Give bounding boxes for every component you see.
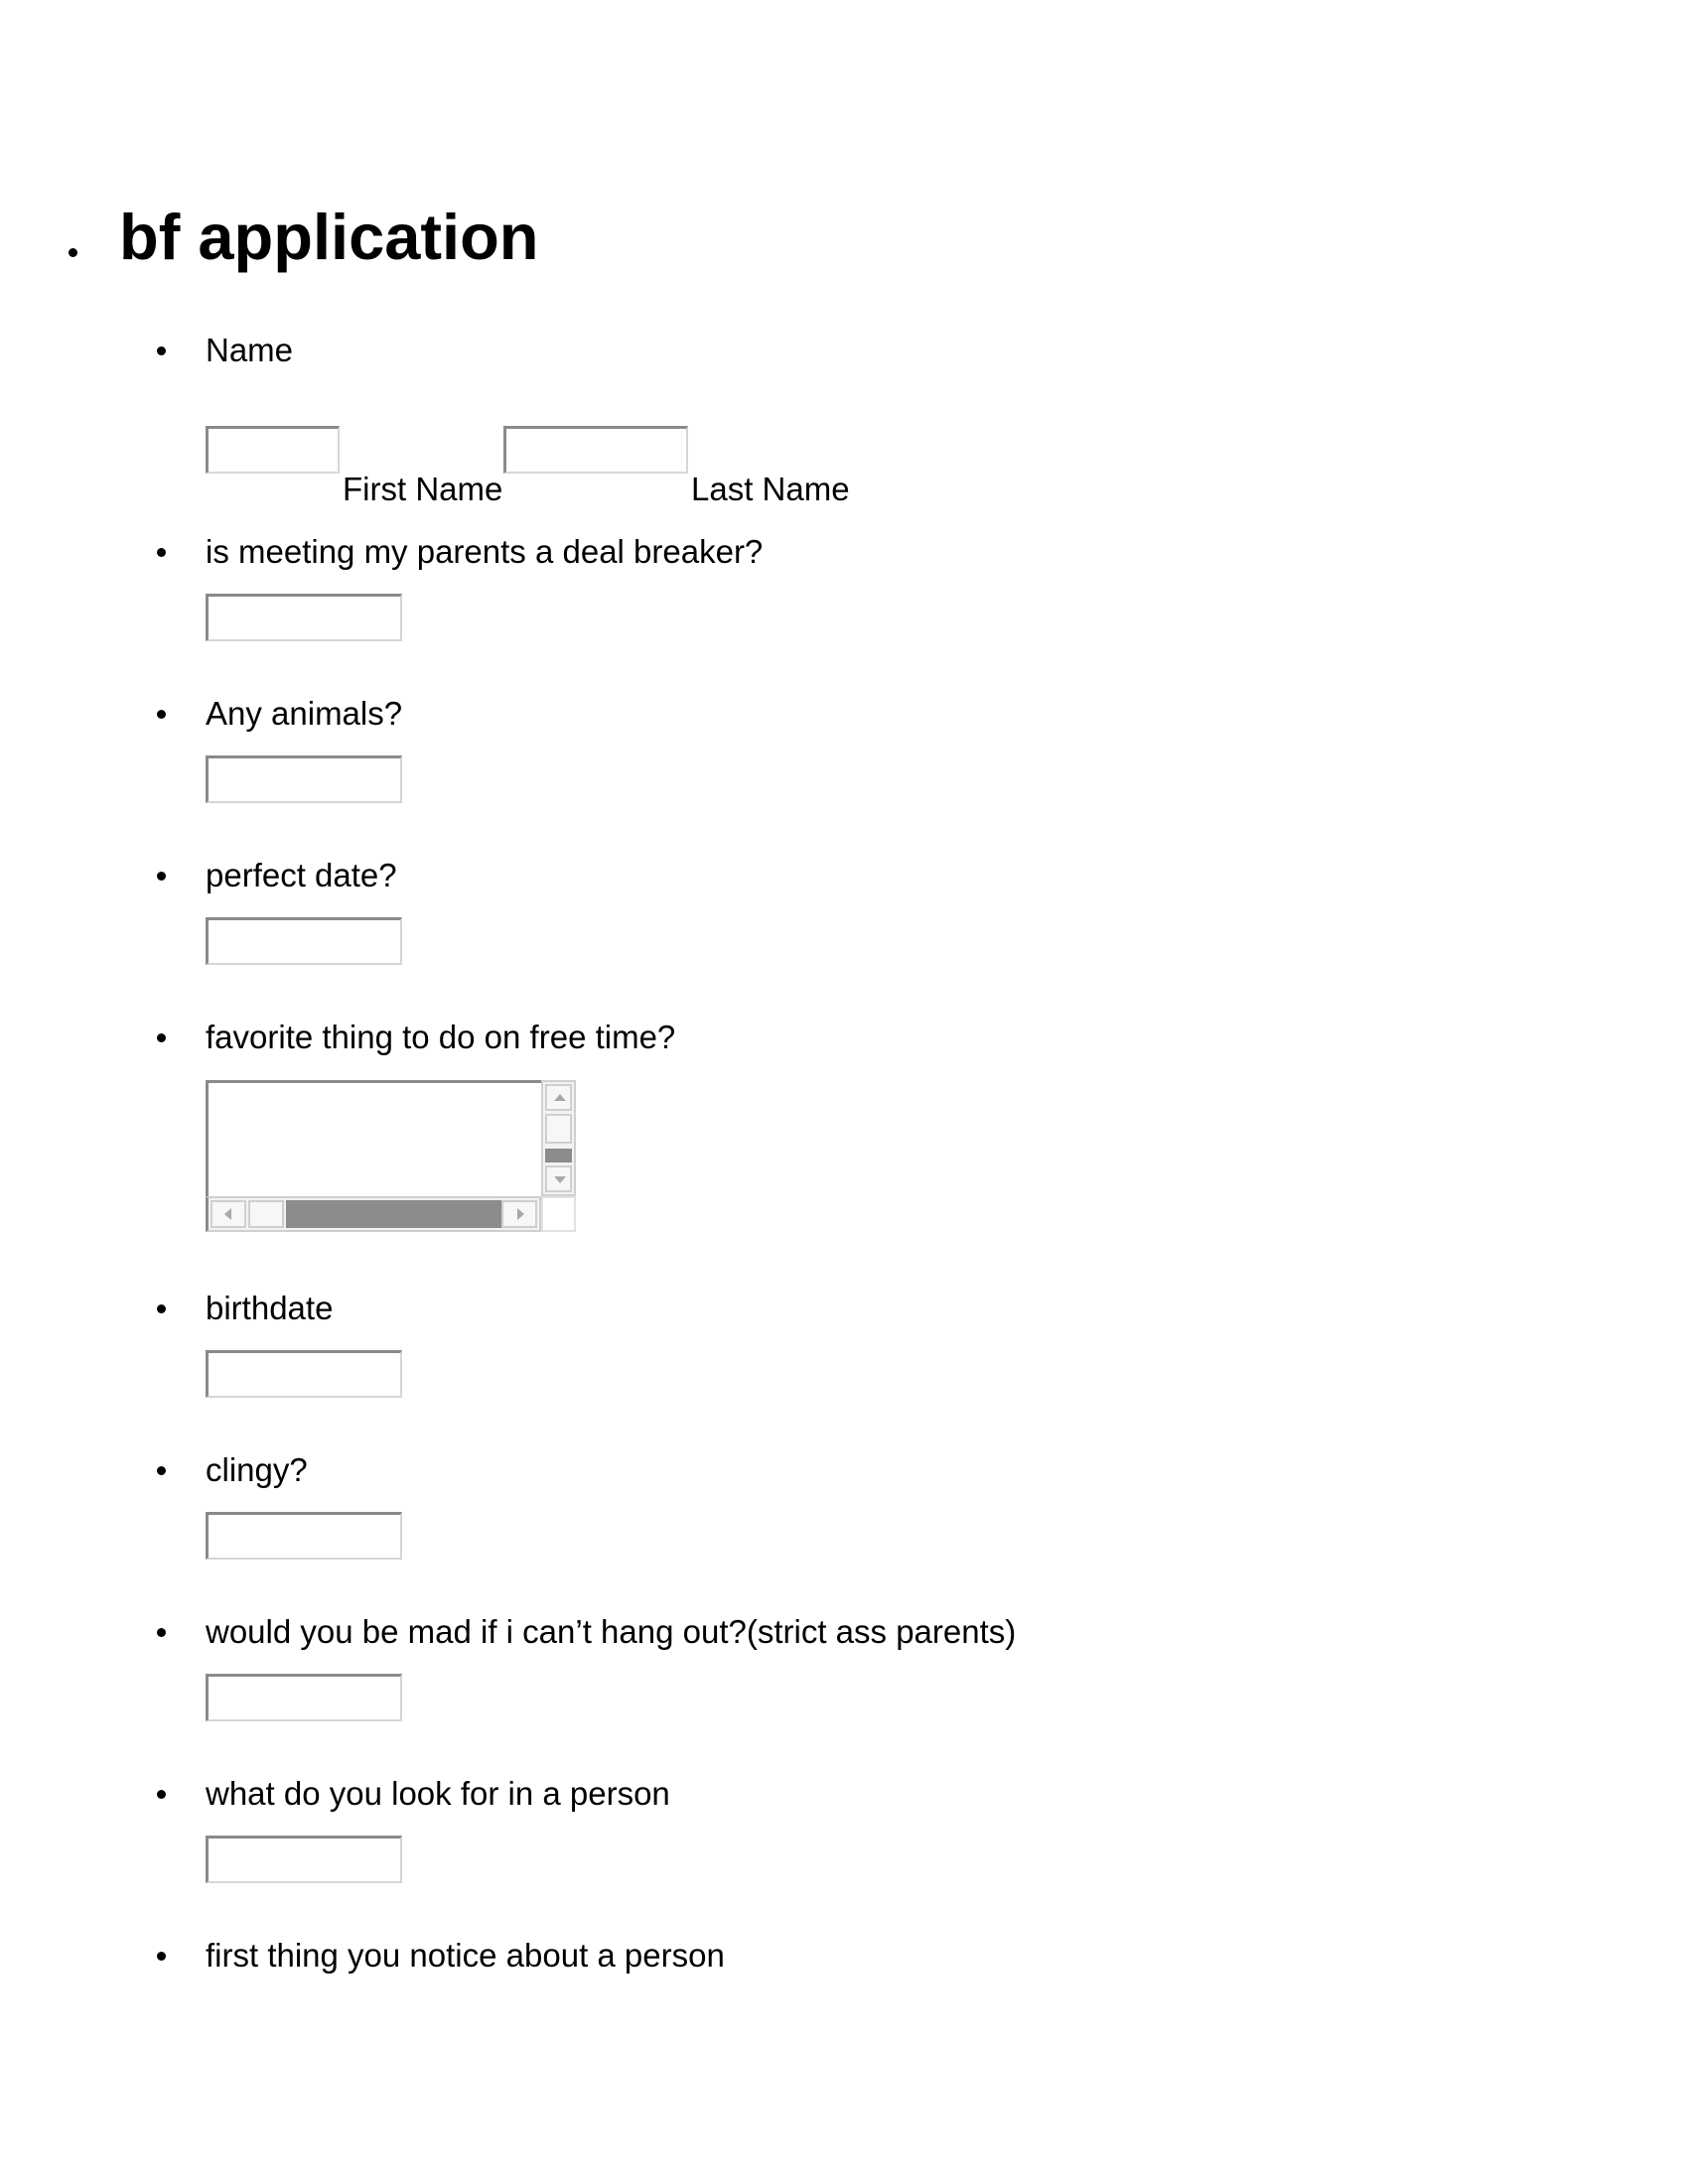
vertical-scroll-thumb[interactable]	[545, 1149, 572, 1162]
list-bullet	[157, 1628, 166, 1637]
question-label: first thing you notice about a person	[206, 1937, 725, 1974]
last-name-sublabel: Last Name	[691, 471, 850, 507]
list-bullet	[157, 1790, 166, 1799]
question-label: Any animals?	[206, 695, 403, 732]
scroll-left-arrow-icon[interactable]	[211, 1200, 246, 1228]
free-time-textarea-box	[206, 1080, 541, 1196]
perfect-date-input[interactable]	[206, 917, 402, 965]
question-label: favorite thing to do on free time?	[206, 1019, 676, 1055]
scrollbar-corner	[541, 1196, 576, 1232]
list-bullet	[157, 548, 166, 557]
list-bullet	[157, 1304, 166, 1313]
form-title: bf application	[119, 201, 539, 273]
list-bullet	[157, 872, 166, 881]
animals-input[interactable]	[206, 755, 402, 803]
question-label: birthdate	[206, 1290, 334, 1326]
list-bullet	[157, 710, 166, 719]
scroll-right-arrow-icon[interactable]	[501, 1200, 537, 1228]
free-time-textarea-container	[206, 1080, 578, 1235]
scroll-up-arrow-icon[interactable]	[545, 1084, 572, 1111]
list-bullet	[157, 1466, 166, 1475]
list-bullet	[157, 346, 166, 355]
horizontal-scroll-track[interactable]	[248, 1200, 284, 1228]
question-label: perfect date?	[206, 857, 397, 893]
birthdate-input[interactable]	[206, 1350, 402, 1398]
last-name-input[interactable]	[503, 426, 688, 474]
first-name-sublabel: First Name	[343, 471, 503, 507]
first-name-input[interactable]	[206, 426, 340, 474]
list-bullet	[157, 1033, 166, 1042]
vertical-scrollbar[interactable]	[541, 1080, 576, 1196]
question-label: clingy?	[206, 1451, 308, 1488]
scroll-down-arrow-icon[interactable]	[545, 1165, 572, 1192]
question-label: is meeting my parents a deal breaker?	[206, 533, 764, 570]
clingy-input[interactable]	[206, 1512, 402, 1560]
title-bullet	[69, 248, 77, 257]
look-for-input[interactable]	[206, 1836, 402, 1883]
list-bullet	[157, 1952, 166, 1961]
horizontal-scroll-thumb[interactable]	[286, 1200, 502, 1228]
parents-deal-breaker-input[interactable]	[206, 594, 402, 641]
vertical-scroll-track[interactable]	[545, 1114, 572, 1144]
free-time-textarea[interactable]	[209, 1083, 541, 1196]
question-label: Name	[206, 332, 294, 368]
hang-out-input[interactable]	[206, 1674, 402, 1721]
horizontal-scrollbar[interactable]	[206, 1196, 541, 1232]
question-label: what do you look for in a person	[206, 1775, 670, 1812]
question-label: would you be mad if i can’t hang out?(strict ass parents)	[206, 1613, 1017, 1650]
